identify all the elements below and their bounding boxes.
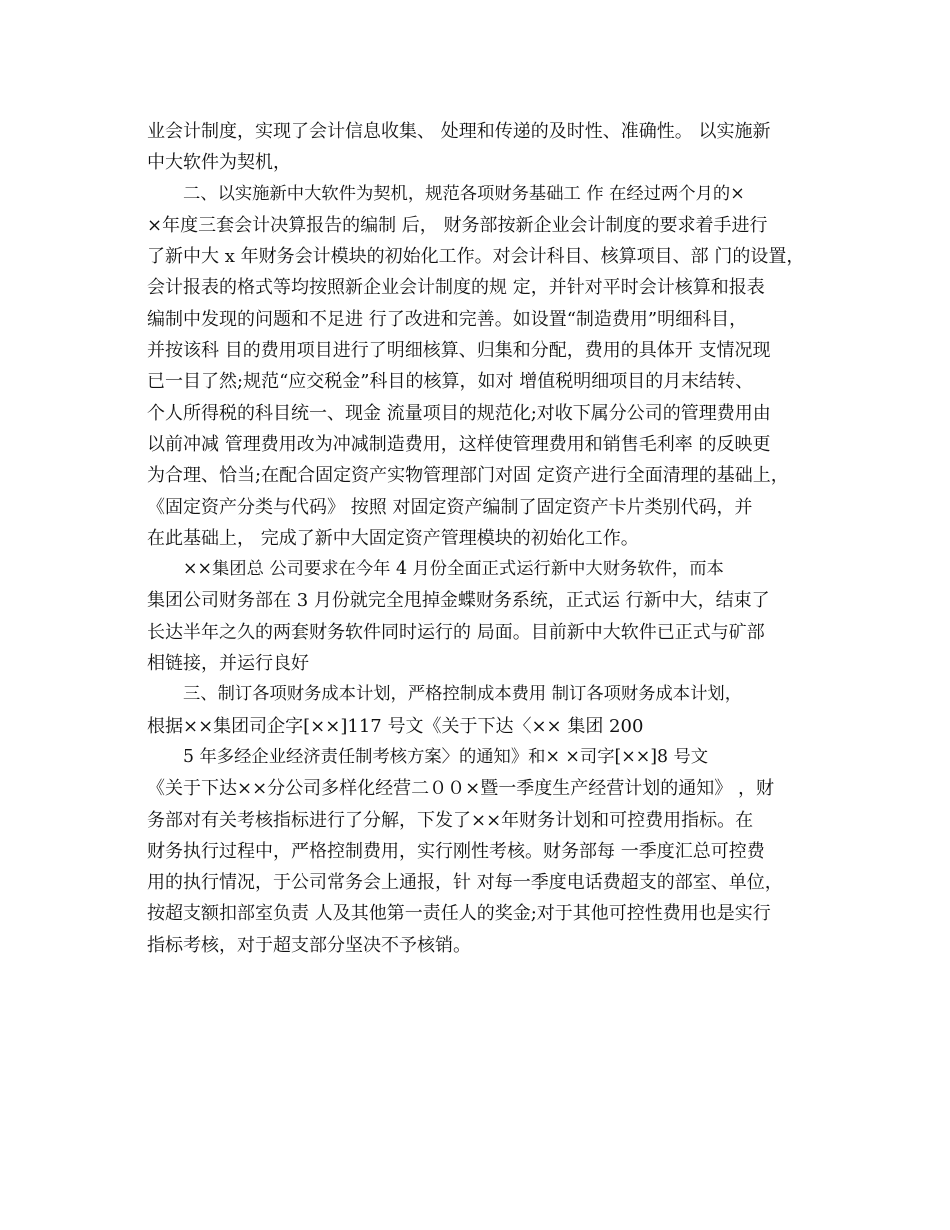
text-line: 5 年多经企业经济责任制考核方案〉的通知》和× ×司字[××]8 号文 (183, 746, 709, 767)
text-line: 为合理、恰当;在配合固定资产实物管理部门对固 定资产进行全面清理的基础上， (147, 465, 789, 487)
text-line: 并按该科 目的费用项目进行了明细核算、归集和分配，费用的具体开 支情况现 (147, 340, 771, 362)
text-line: 用的执行情况，于公司常务会上通报，针 对每一季度电话费超支的部室、单位， (147, 872, 783, 894)
text-line: 《关于下达××分公司多样化经营二００×暨一季度生产经营计划的通知》 ，财 (147, 778, 774, 800)
text-line: 三、制订各项财务成本计划，严格控制成本费用 制订各项财务成本计划， (183, 684, 742, 705)
text-line: 编制中发现的问题和不足进 行了改进和完善。如设置“制造费用”明细科目， (147, 308, 748, 330)
text-line: 按超支额扣部室负责 人及其他第一责任人的奖金;对于其他可控性费用也是实行 (147, 903, 771, 925)
text-line: 《固定资产分类与代码》 按照 对固定资产编制了固定资产卡片类别代码，并 (147, 496, 753, 518)
text-line: 二、以实施新中大软件为契机，规范各项财务基础工 作 在经过两个月的× (183, 183, 745, 204)
text-line: 在此基础上， 完成了新中大固定资产管理模块的初始化工作。 (147, 527, 639, 549)
text-line: 业会计制度，实现了会计信息收集、 处理和传递的及时性、准确性。 以实施新 (147, 121, 771, 142)
text-line: ××集团总 公司要求在今年 4 月份全面正式运行新中大财务软件，而本 (183, 559, 724, 580)
text-line: 指标考核，对于超支部分坚决不予核销。 (147, 934, 471, 956)
text-line: 已一目了然;规范“应交税金”科目的核算，如对 增值税明细项目的月末结转、 (147, 371, 754, 393)
text-line: 中大软件为契机， (147, 152, 291, 174)
text-line: 以前冲减 管理费用改为冲减制造费用，这样使管理费用和销售毛利率 的反映更 (147, 433, 771, 455)
text-line: 个人所得税的科目统一、现金 流量项目的规范化;对收下属分公司的管理费用由 (147, 402, 771, 424)
text-line: ×年度三套会计决算报告的编制 后， 财务部按新企业会计制度的要求着手进行 (147, 214, 768, 236)
text-line: 根据××集团司企字[××]117 号文《关于下达〈×× 集团 200 (147, 715, 644, 737)
text-line: 长达半年之久的两套财务软件同时运行的 局面。目前新中大软件已正式与矿部 (147, 621, 765, 643)
text-line: 财务执行过程中，严格控制费用，实行刚性考核。财务部每 一季度汇总可控费 (147, 840, 765, 862)
text-line: 务部对有关考核指标进行了分解，下发了××年财务计划和可控费用指标。在 (147, 809, 754, 831)
text-line: 会计报表的格式等均按照新企业会计制度的规 定，并针对平时会计核算和报表 (147, 277, 765, 299)
text-line: 了新中大 x 年财务会计模块的初始化工作。对会计科目、核算项目、部 门的设置， (147, 246, 805, 268)
text-line: 集团公司财务部在 3 月份就完全甩掉金蝶财务系统，正式运 行新中大，结束了 (147, 590, 770, 612)
body-text (147, 116, 827, 961)
text-line: 相链接，并运行良好 (147, 653, 309, 675)
